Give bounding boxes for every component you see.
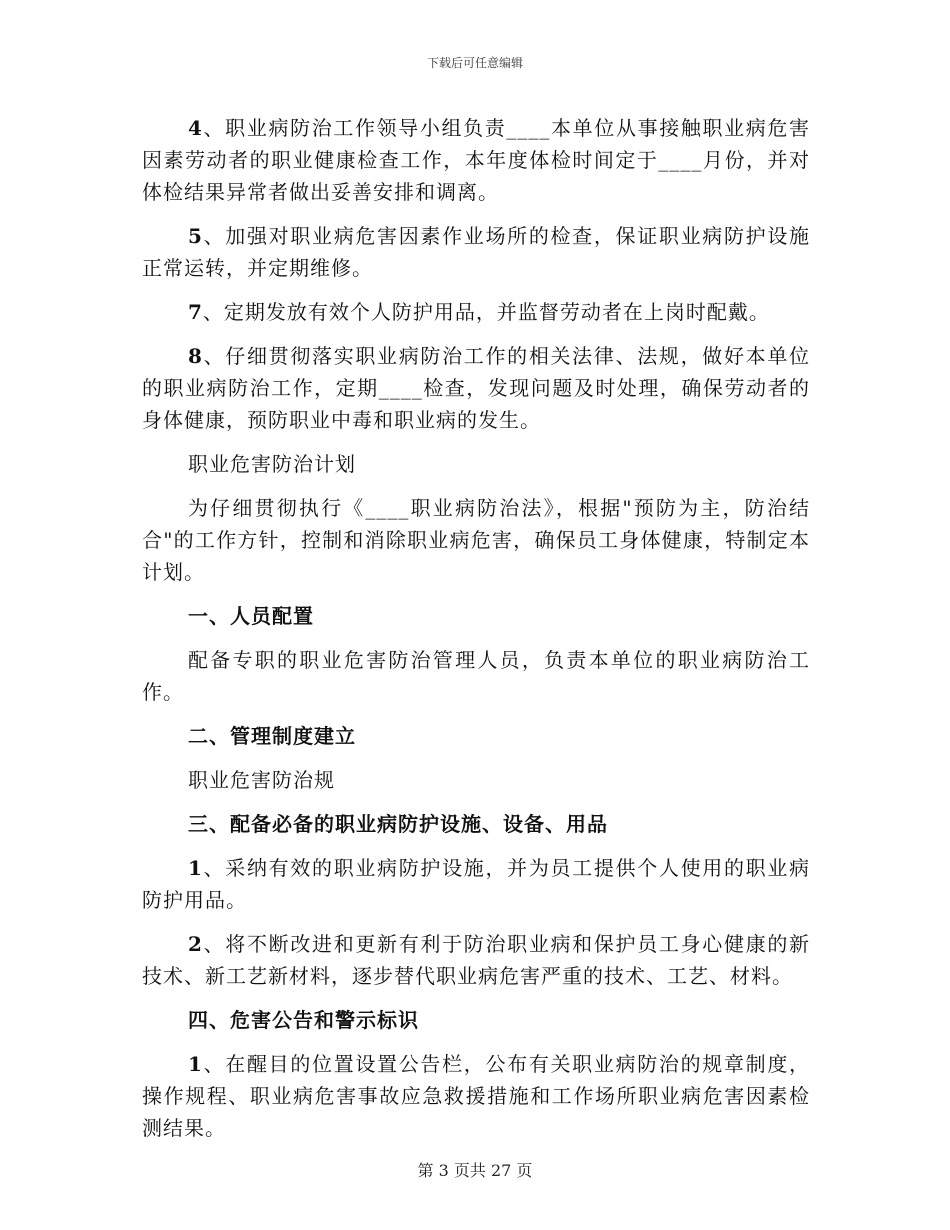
item-number: 4 (188, 116, 203, 140)
equipment-item-1 (142, 852, 810, 916)
section-text-management: 职业危害防治规 (188, 768, 335, 792)
item-number: 8 (188, 344, 203, 368)
item-text: 、采纳有效的职业病防护设施，并为员工提供个人使用的职业病防护用品。 (142, 856, 810, 912)
item-text: 、将不断改进和更新有利于防治职业病和保护员工身心健康的新技术、新工艺新材料，逐步替代职业病危害严重的技术、工艺、材料。 (142, 932, 810, 988)
section-text-personnel: 配备专职的职业危害防治管理人员，负责本单位的职业病防治工作。 (142, 648, 810, 704)
paragraph-item-5 (142, 220, 810, 284)
intro-paragraph: 为仔细贯彻执行《____职业病防治法》，根据"预防为主，防治结合"的工作方针，控制和消除职业病危害，确保员工身体健康，特制定本计划。 (142, 496, 810, 584)
paragraph-item-8 (142, 340, 810, 436)
section-heading-equipment: 三、配备必备的职业病防护设施、设备、用品 (188, 812, 608, 836)
document-body (142, 112, 810, 1156)
item-number: 7 (188, 300, 203, 324)
item-text: 、定期发放有效个人防护用品，并监督劳动者在上岗时配戴。 (202, 300, 770, 324)
page-header: 下载后可任意编辑 (426, 56, 523, 70)
item-text: 、加强对职业病危害因素作业场所的检查，保证职业病防护设施正常运转，并定期维修。 (142, 224, 810, 280)
section-heading-management: 二、管理制度建立 (188, 724, 356, 748)
item-text: 、在醒目的位置设置公告栏，公布有关职业病防治的规章制度，操作规程、职业病危害事故应急救援措施和工作场所职业病危害因素检测结果。 (142, 1052, 810, 1140)
plan-title: 职业危害防治计划 (188, 452, 356, 476)
paragraph-item-4 (142, 112, 810, 208)
item-number: 1 (188, 856, 203, 880)
item-number: 5 (188, 224, 203, 248)
item-number: 2 (188, 932, 203, 956)
page-footer: 第 3 页共 27 页 (417, 1161, 533, 1180)
paragraph-item-7 (142, 296, 810, 328)
notice-item-1 (142, 1048, 810, 1144)
item-number: 1 (188, 1052, 203, 1076)
item-text: 、仔细贯彻落实职业病防治工作的相关法律、法规，做好本单位的职业病防治工作，定期____检查，发现问题及时处理，确保劳动者的身体健康，预防职业中毒和职业病的发生。 (142, 344, 810, 432)
item-text: 、职业病防治工作领导小组负责____本单位从事接触职业病危害因素劳动者的职业健康检查工作，本年度体检时间定于____月份，并对体检结果异常者做出妥善安排和调离。 (142, 116, 810, 204)
section-heading-personnel: 一、人员配置 (188, 604, 314, 628)
section-heading-notice: 四、危害公告和警示标识 (188, 1008, 419, 1032)
equipment-item-2 (142, 928, 810, 992)
